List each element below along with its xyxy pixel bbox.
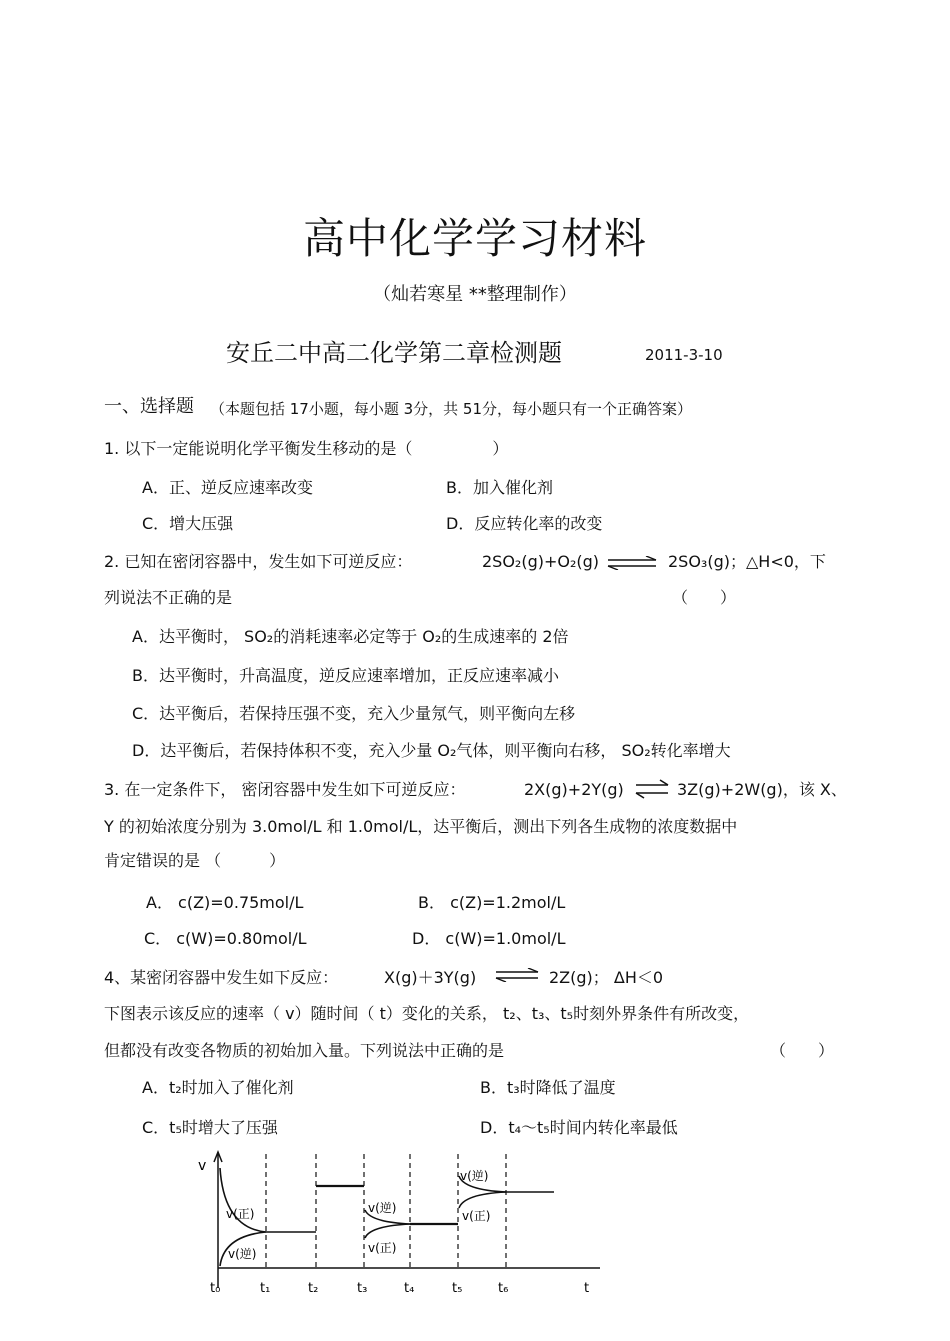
q2-stem: 2. 已知在密闭容器中，发生如下可逆反应： bbox=[104, 552, 413, 571]
q2-option-d: D．达平衡后，若保持体积不变，充入少量 O₂气体，则平衡向右移， SO₂转化率增大 bbox=[132, 741, 731, 760]
q2-option-c: C．达平衡后，若保持压强不变，充入少量氖气，则平衡向左移 bbox=[132, 704, 576, 723]
q3-stem-end: 肯定错误的是 （ ） bbox=[104, 851, 286, 870]
q4-equation-right: 2Z(g)； ΔH＜0 bbox=[549, 968, 664, 987]
graph-x-label: t bbox=[584, 1281, 590, 1296]
q3-option-c: C． c(W)=0.80mol/L bbox=[144, 929, 307, 948]
q1-option-c: C．增大压强 bbox=[142, 514, 234, 533]
q3-equation-right: 3Z(g)+2W(g)，该 X、 bbox=[677, 780, 847, 799]
q2-stem-cont: 列说法不正确的是 bbox=[104, 588, 233, 607]
q4-stem-end: 但都没有改变各物质的初始加入量。下列说法中正确的是 bbox=[104, 1041, 505, 1060]
tick-label-t5: t₅ bbox=[452, 1281, 463, 1296]
label-v-reverse-2: v(逆) bbox=[368, 1201, 397, 1215]
q2-answer-paren: （ ） bbox=[672, 588, 737, 607]
reversible-arrow-icon bbox=[634, 778, 670, 800]
q3-option-b: B． c(Z)=1.2mol/L bbox=[418, 893, 566, 912]
q3-option-a: A． c(Z)=0.75mol/L bbox=[146, 893, 304, 912]
q2-equation-left: 2SO₂(g)+O₂(g) bbox=[482, 552, 600, 571]
q3-stem-cont: Y 的初始浓度分别为 3.0mol/L 和 1.0mol/L，达平衡后，测出下列各生成物的浓度数据中 bbox=[104, 817, 738, 836]
curve-forward-1 bbox=[220, 1168, 266, 1232]
equilibrium-arrow-icon bbox=[606, 556, 658, 570]
q4-answer-paren: （ ） bbox=[770, 1041, 835, 1060]
q4-equation-left: X(g)＋3Y(g) bbox=[384, 968, 477, 987]
q1-option-a: A．正、逆反应速率改变 bbox=[142, 478, 313, 497]
section-heading: 一、选择题 bbox=[104, 396, 194, 417]
tick-label-t1: t₁ bbox=[260, 1281, 271, 1296]
label-v-reverse-3: v(逆) bbox=[460, 1169, 489, 1183]
q1-option-b: B．加入催化剂 bbox=[446, 478, 553, 497]
equilibrium-arrow-icon bbox=[494, 968, 540, 982]
q4-stem: 4、某密闭容器中发生如下反应： bbox=[104, 968, 339, 987]
q4-option-b: B．t₃时降低了温度 bbox=[480, 1078, 616, 1097]
label-v-forward-2: v(正) bbox=[368, 1241, 397, 1255]
exam-date: 2011-3-10 bbox=[645, 346, 723, 364]
q4-stem-cont: 下图表示该反应的速率（ v）随时间（ t）变化的关系， t₂、t₃、t₅时刻外界条件有所改变， bbox=[104, 1004, 750, 1023]
q2-option-a: A．达平衡时， SO₂的消耗速率必定等于 O₂的生成速率的 2倍 bbox=[132, 627, 569, 646]
q4-option-a: A．t₂时加入了催化剂 bbox=[142, 1078, 294, 1097]
exam-title: 安丘二中高二化学第二章检测题 bbox=[226, 339, 562, 367]
section-note: （本题包括 17小题，每小题 3分，共 51分，每小题只有一个正确答案） bbox=[210, 400, 693, 418]
q3-equation-left: 2X(g)+2Y(g) bbox=[524, 780, 624, 799]
label-v-reverse-1: v(逆) bbox=[228, 1247, 257, 1261]
q1-stem: 1. 以下一定能说明化学平衡发生移动的是（ ） bbox=[104, 439, 509, 458]
tick-label-t3: t₃ bbox=[357, 1281, 368, 1296]
rate-time-graph bbox=[190, 1148, 610, 1298]
label-v-forward-3: v(正) bbox=[462, 1209, 491, 1223]
q1-option-d: D．反应转化率的改变 bbox=[446, 514, 603, 533]
label-v-forward-1: v(正) bbox=[226, 1207, 255, 1221]
q2-equation-right: 2SO₃(g)；△H<0，下 bbox=[668, 552, 826, 571]
q4-option-c: C．t₅时增大了压强 bbox=[142, 1118, 278, 1137]
page-subtitle: （灿若寒星 **整理制作） bbox=[373, 284, 577, 305]
tick-label-t4: t₄ bbox=[404, 1281, 415, 1296]
tick-label-t0: t₀ bbox=[210, 1281, 221, 1296]
q3-stem: 3. 在一定条件下， 密闭容器中发生如下可逆反应： bbox=[104, 780, 466, 799]
page-title: 高中化学学习材料 bbox=[302, 214, 647, 263]
q2-option-b: B．达平衡时，升高温度，逆反应速率增加，正反应速率减小 bbox=[132, 666, 559, 685]
q4-option-d: D．t₄～t₅时间内转化率最低 bbox=[480, 1118, 678, 1137]
graph-y-label: v bbox=[198, 1158, 207, 1174]
curve-forward-3 bbox=[459, 1192, 506, 1208]
curve-forward-2 bbox=[365, 1224, 410, 1238]
tick-label-t2: t₂ bbox=[308, 1281, 319, 1296]
q3-option-d: D． c(W)=1.0mol/L bbox=[412, 929, 566, 948]
tick-label-t6: t₆ bbox=[498, 1281, 509, 1296]
